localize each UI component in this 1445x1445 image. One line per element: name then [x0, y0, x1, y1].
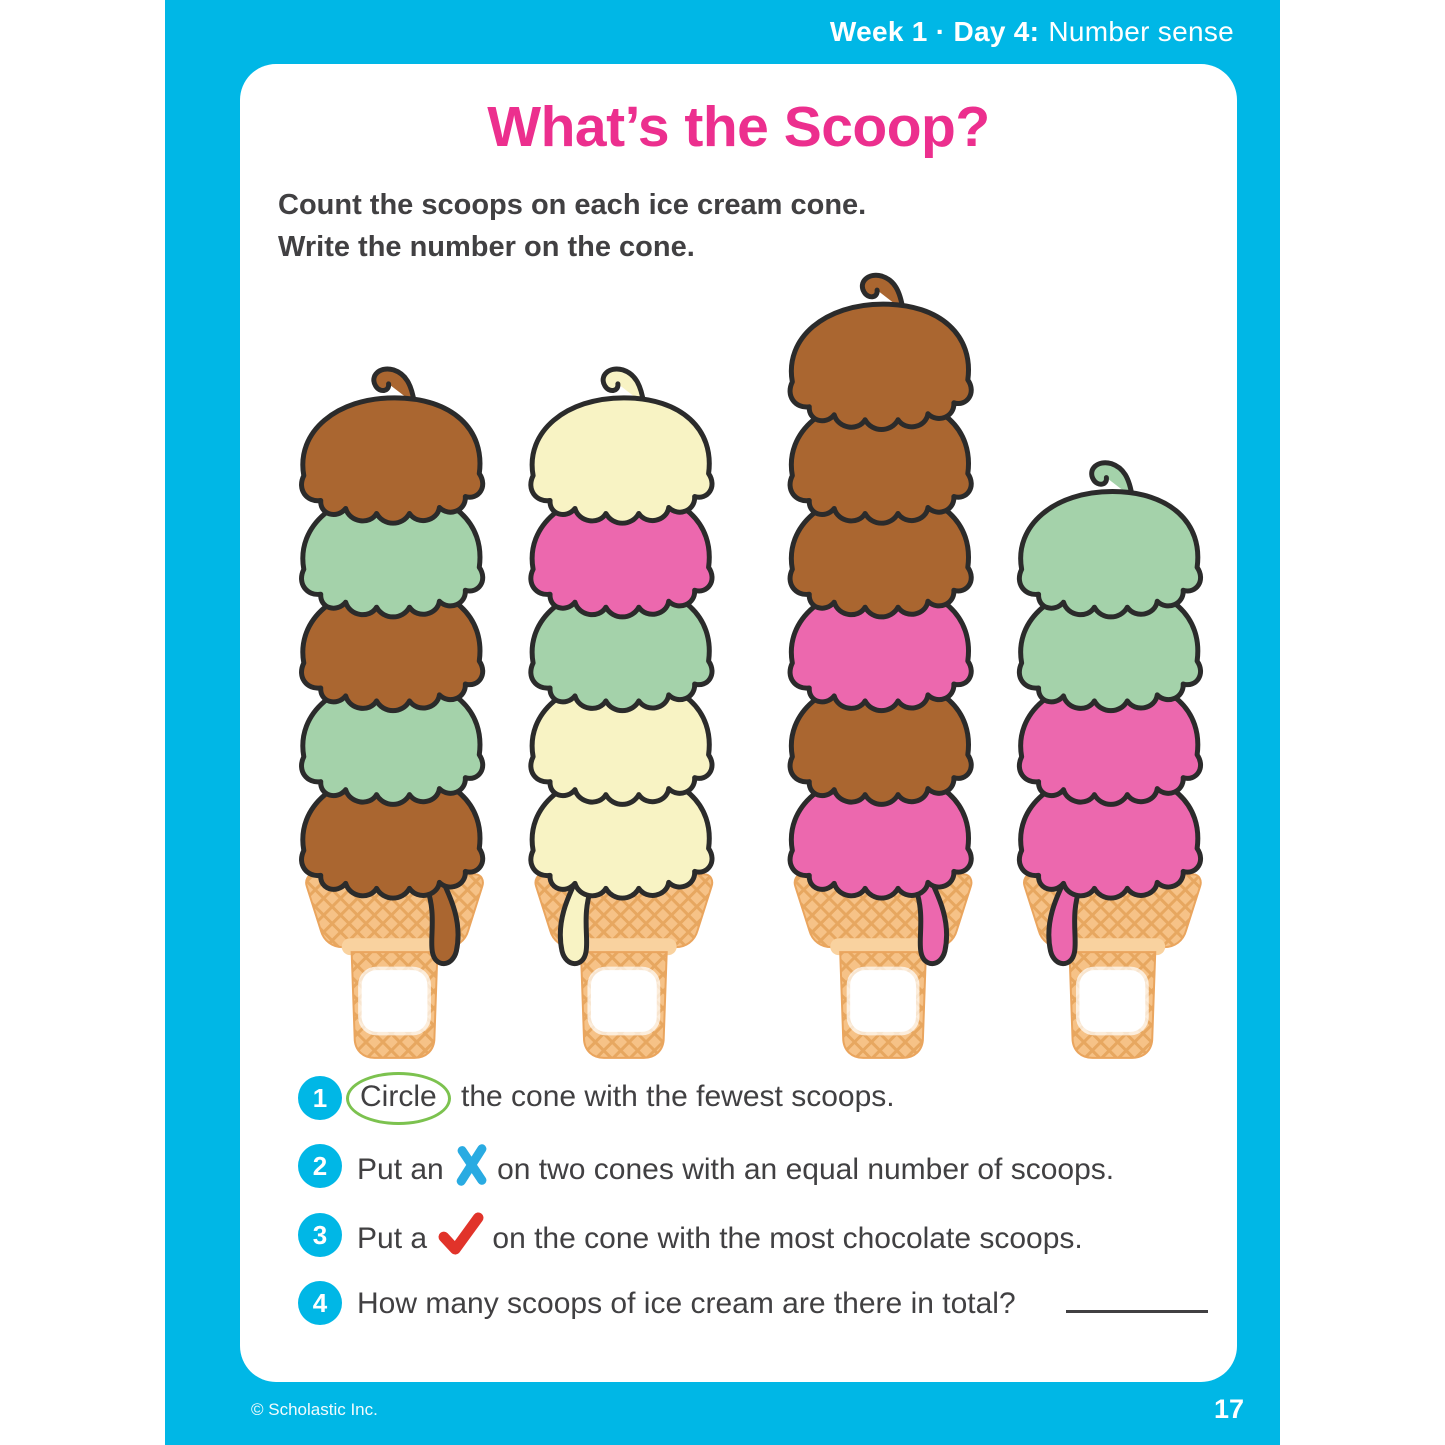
question-number-badge: 3 — [298, 1213, 342, 1257]
number-write-box[interactable] — [591, 970, 657, 1032]
ice-cream-cone-1 — [302, 369, 483, 1058]
question-text — [357, 1143, 1114, 1189]
scoop-mint — [1019, 492, 1200, 617]
question-number-badge: 1 — [298, 1076, 342, 1120]
cones-graphic — [240, 272, 1237, 1070]
red-check-mark-icon — [437, 1212, 485, 1256]
question-1 — [298, 1076, 1237, 1120]
number-write-box[interactable] — [1079, 970, 1145, 1032]
header-topic-label: Number sense — [1048, 16, 1234, 47]
worksheet-sheet — [240, 64, 1237, 1382]
question-text-segment: Put an — [357, 1153, 453, 1187]
scoop-chocolate — [302, 398, 483, 523]
page-number: 17 — [1213, 1394, 1244, 1424]
question-text-segment: How many scoops of ice cream are there in total? — [357, 1286, 1024, 1320]
question-4 — [298, 1281, 1237, 1325]
number-write-box[interactable] — [362, 970, 428, 1032]
page-title: What’s the Scoop? — [487, 95, 990, 159]
number-write-box[interactable] — [850, 970, 916, 1032]
question-number-badge: 4 — [298, 1281, 342, 1325]
workbook-page — [165, 0, 1280, 1445]
question-text — [357, 1077, 895, 1119]
instructions-line-1: Count the scoops on each ice cream cone. — [278, 189, 867, 221]
header-banner — [165, 0, 1280, 64]
instructions-line-2: Write the number on the cone. — [278, 231, 695, 264]
questions-list — [298, 1076, 1237, 1325]
scoop-chocolate — [790, 304, 971, 429]
question-text-segment: Put a — [357, 1222, 436, 1256]
question-text — [357, 1212, 1083, 1258]
question-text-segment: the cone with the fewest scoops. — [452, 1080, 895, 1114]
scoop-vanilla — [531, 398, 712, 523]
copyright-text: © Scholastic Inc. — [251, 1399, 378, 1419]
header-week-day-label: Week 1 · Day 4: — [829, 16, 1040, 47]
green-circle-annotation: Circle — [346, 1072, 451, 1125]
question-text-segment: on two cones with an equal number of scoops. — [497, 1153, 1115, 1187]
ice-cream-cone-3 — [790, 275, 971, 1058]
question-3 — [298, 1212, 1237, 1258]
question-text-segment: on the cone with the most chocolate scoops. — [492, 1222, 1083, 1256]
footer — [165, 1382, 1280, 1445]
question-number-badge: 2 — [298, 1144, 342, 1188]
ice-cream-cone-4 — [1019, 463, 1200, 1058]
instructions — [278, 184, 1237, 268]
answer-blank[interactable] — [1066, 1284, 1208, 1313]
question-2 — [298, 1143, 1237, 1189]
blue-x-mark-icon — [454, 1143, 490, 1187]
ice-cream-cone-2 — [531, 369, 712, 1058]
question-text — [357, 1284, 1208, 1323]
